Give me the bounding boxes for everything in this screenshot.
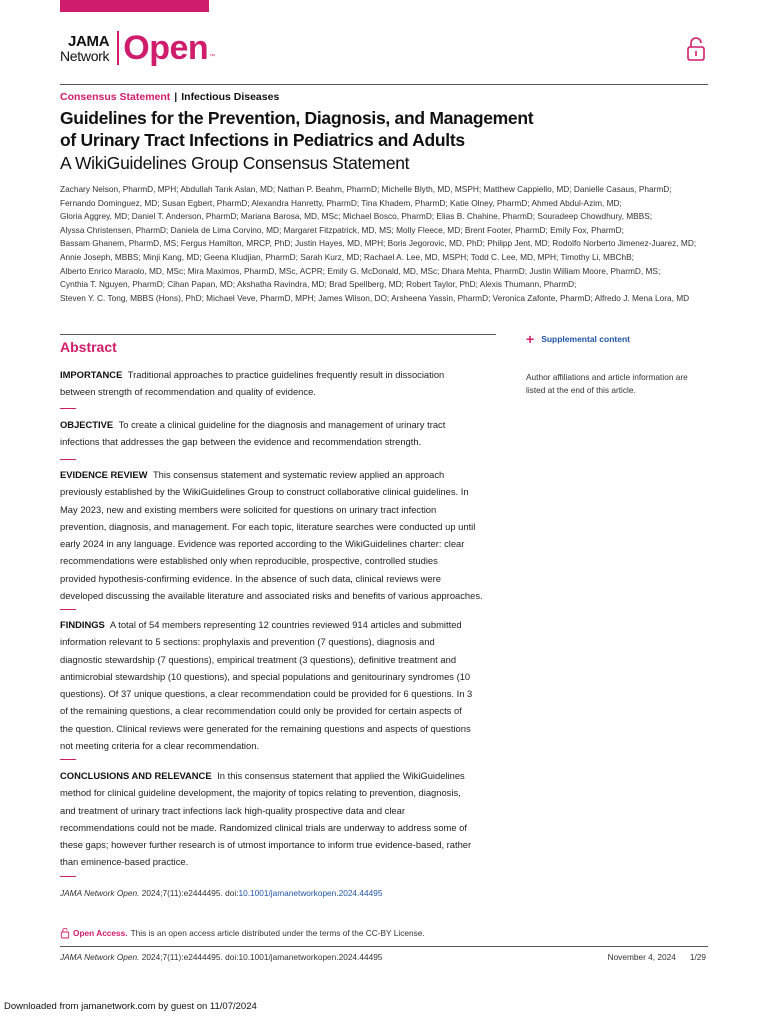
author-line: Alyssa Christensen, PharmD; Daniela de Lima Corvino, MD; Margaret Fitzpatrick, MD, MS; Molly Fleece, MD; Brent Footer, PharmD; Emily Fox, PharmD;: [60, 224, 624, 235]
author-line: Zachary Nelson, PharmD, MPH; Abdullah Tarık Aslan, MD; Nathan P. Beahm, PharmD; Michelle Blyth, MD, MSPH; Matthew Cappiello, MD; Danielle Casaus, PharmD;: [60, 184, 672, 194]
section-text: diagnostic stewardship (7 questions), empirical treatment (3 questions), definitive treatment and: [60, 653, 457, 665]
plus-icon: +: [526, 331, 535, 347]
section-text: between strength of recommendation and quality of evidence.: [60, 386, 316, 398]
author-line: Fernando Dominguez, MD; Susan Egbert, PharmD; Alexandra Hanretty, PharmD; Tina Khadem, PharmD; Katie Olney, PharmD; Ahmed Abdul-Azim, MD;: [60, 197, 622, 208]
author-line: Bassam Ghanem, PharmD, MS; Fergus Hamilton, MRCP, PhD; Justin Hayes, MD, MPH; Boris Jegorovic, MD, PhD; Philipp Jent, MD; Rodolfo Norberto Jimenez-Juarez, MD;: [60, 238, 697, 249]
section-text: antimicrobial stewardship (10 questions), and special populations and genitourinary syndromes (10: [60, 670, 471, 682]
doi-link[interactable]: 10.1001/jamanetworkopen.2024.44495: [238, 888, 383, 898]
article-citation: [60, 888, 382, 898]
section-text: May 2023, new and existing members were solicited for questions on urinary tract infection: [60, 503, 437, 515]
section-text: than eminence-based practice.: [60, 856, 189, 868]
abstract-divider: [60, 334, 496, 335]
page-number: 1/29: [689, 952, 706, 962]
section-text: infections that addresses the gap between the evidence and recommendation strength.: [60, 436, 422, 448]
section-text: these gaps; however further research is of utmost importance to inform true evidence-based, rather: [60, 839, 472, 851]
title-line: of Urinary Tract Infections in Pediatrics and Adults: [60, 130, 465, 150]
footer-meta: [608, 952, 706, 962]
brand-top-bar: [60, 0, 209, 12]
section-divider: [60, 459, 76, 460]
footer-details: 2024;7(11):e2444495. doi:10.1001/jamanetworkopen.2024.44495: [139, 952, 383, 962]
kicker-separator: |: [174, 91, 178, 103]
footer-journal: JAMA Network Open.: [60, 952, 140, 962]
section-text: Traditional approaches to practice guidelines frequently result in dissociation: [127, 369, 445, 380]
section-text: not meeting criteria for a clear recommendation.: [60, 740, 260, 752]
section-text: recommendations could not be made. Randomized clinical trials are underway to address some of: [60, 821, 467, 833]
logo-jama-text: JAMA: [67, 32, 110, 50]
section-text: To create a clinical guideline for the diagnosis and management of urinary tract: [118, 419, 446, 430]
open-access-lock-icon: [685, 36, 707, 62]
section-text: and treatment of urinary tract infections lack high-quality prospective data and clear: [60, 804, 405, 816]
section-text: questions). Of 37 unique questions, a clear recommendation could be provided for 6 questions. In 3: [60, 688, 473, 700]
footer-divider: [60, 946, 708, 947]
logo-divider: [117, 31, 119, 65]
section-text: A total of 54 members representing 12 countries reviewed 914 articles and submitted: [109, 619, 462, 630]
section-text: previously established by the WikiGuidelines Group to construct collaborative clinical guidelines. In: [60, 486, 469, 498]
header-divider: [60, 84, 708, 85]
author-line: Cynthia T. Nguyen, PharmD; Cihan Papan, MD; Akshatha Ravindra, MD; Brad Spellberg, MD; Robert Taylor, PhD; Alexis Thumann, PharmD;: [60, 279, 577, 290]
section-text: of the remaining questions, a clear recommendation could only be provided for certain aspects of: [60, 705, 462, 717]
section-text: recommendations were established only when reproducible, prospective, controlled studies: [60, 555, 438, 567]
abstract-section-importance: [60, 366, 500, 401]
section-label: EVIDENCE REVIEW: [60, 469, 148, 480]
section-text: In this consensus statement that applied the WikiGuidelines: [217, 770, 465, 781]
section-divider: [60, 759, 76, 760]
section-label: CONCLUSIONS AND RELEVANCE: [60, 770, 212, 781]
author-line: Alberto Enrico Maraolo, MD, MSc; Mira Maximos, PharmD, MSc, ACPR; Emily G. McDonald, MD, MSc; Dhara Mehta, PharmD; Justin William Moore, PharmD, MS;: [60, 265, 661, 276]
open-access-text: This is an open access article distributed under the terms of the CC-BY License.: [130, 928, 425, 938]
jama-network-open-logo[interactable]: [60, 30, 215, 66]
abstract-heading: Abstract: [60, 339, 117, 355]
article-category[interactable]: Infectious Diseases: [181, 91, 280, 103]
author-line: Annie Joseph, MBBS; Minji Kang, MD; Geena Kludjian, PharmD; Sarah Kurz, MD; Rachael A. Lee, MD, MSPH; Todd C. Lee, MD, MPH; Timothy Li, MBChB;: [60, 251, 634, 262]
section-label: FINDINGS: [60, 619, 105, 630]
author-line: Steven Y. C. Tong, MBBS (Hons), PhD; Michael Veve, PharmD, MPH; James Wilson, DO; Arsheena Yassin, PharmD; Veronica Zafonte, PharmD; Alfredo J. Mena Lora, MD: [60, 292, 690, 303]
article-subtitle: A WikiGuidelines Group Consensus Statement: [60, 153, 410, 173]
section-text: This consensus statement and systematic review applied an approach: [152, 469, 445, 480]
article-title: [60, 107, 560, 151]
section-text: prevention, diagnosis, and management. For each topic, literature searches were conducted up until: [60, 520, 476, 532]
publication-date: November 4, 2024: [607, 952, 676, 962]
article-type[interactable]: Consensus Statement: [60, 91, 171, 103]
author-line: Gloria Aggrey, MD; Daniel T. Anderson, PharmD; Mariana Barosa, MD, MSc; Michael Bosco, PharmD; Elias B. Chahine, PharmD; Souradeep Chowdhury, MBBS;: [60, 211, 653, 222]
open-access-label[interactable]: Open Access.: [73, 928, 128, 938]
author-list: [60, 183, 710, 305]
section-text: developed discussing the available literature and associated risks and benefits of various approaches.: [60, 590, 483, 602]
logo-network-text: Network: [60, 47, 110, 64]
open-access-icon: [60, 927, 70, 939]
section-label: IMPORTANCE: [60, 369, 123, 380]
article-kicker: [60, 91, 279, 103]
section-label: OBJECTIVE: [60, 419, 114, 430]
section-text: method for clinical guideline development, the majority of topics relating to prevention, diagnosis,: [60, 787, 461, 799]
supplemental-content-link[interactable]: [526, 332, 630, 346]
affiliations-note: Author affiliations and article information are listed at the end of this article.: [526, 372, 688, 395]
section-divider: [60, 876, 76, 877]
citation-journal: JAMA Network Open.: [60, 888, 140, 898]
supplemental-label[interactable]: Supplemental content: [541, 334, 630, 344]
section-divider: [60, 408, 76, 409]
open-access-notice: [60, 927, 425, 939]
section-text: early 2024 in any language. Evidence was reported according to the WikiGuidelines charter: clear: [60, 538, 465, 550]
citation-details: 2024;7(11):e2444495. doi:: [139, 888, 239, 898]
section-text: information relevant to 5 sections: prophylaxis and prevention (7 questions), diagnosis and: [60, 636, 435, 648]
download-notice: Downloaded from jamanetwork.com by guest on 11/07/2024: [4, 1001, 257, 1012]
section-divider: [60, 609, 76, 610]
footer-citation: [60, 952, 382, 962]
logo-trademark: ™: [209, 54, 216, 60]
section-text: the question. Clinical reviews were generated for the remaining questions and aspects of questions: [60, 722, 471, 734]
section-text: provided hypothesis-confirming evidence. In the absence of such data, clinical reviews were: [60, 572, 441, 584]
title-line: Guidelines for the Prevention, Diagnosis, and Management: [60, 108, 534, 128]
abstract-section-evidence-review: [60, 466, 500, 604]
abstract-section-objective: [60, 416, 500, 451]
abstract-section-conclusions: [60, 767, 500, 871]
logo-open-text: Open: [123, 29, 209, 67]
abstract-section-findings: [60, 616, 500, 754]
